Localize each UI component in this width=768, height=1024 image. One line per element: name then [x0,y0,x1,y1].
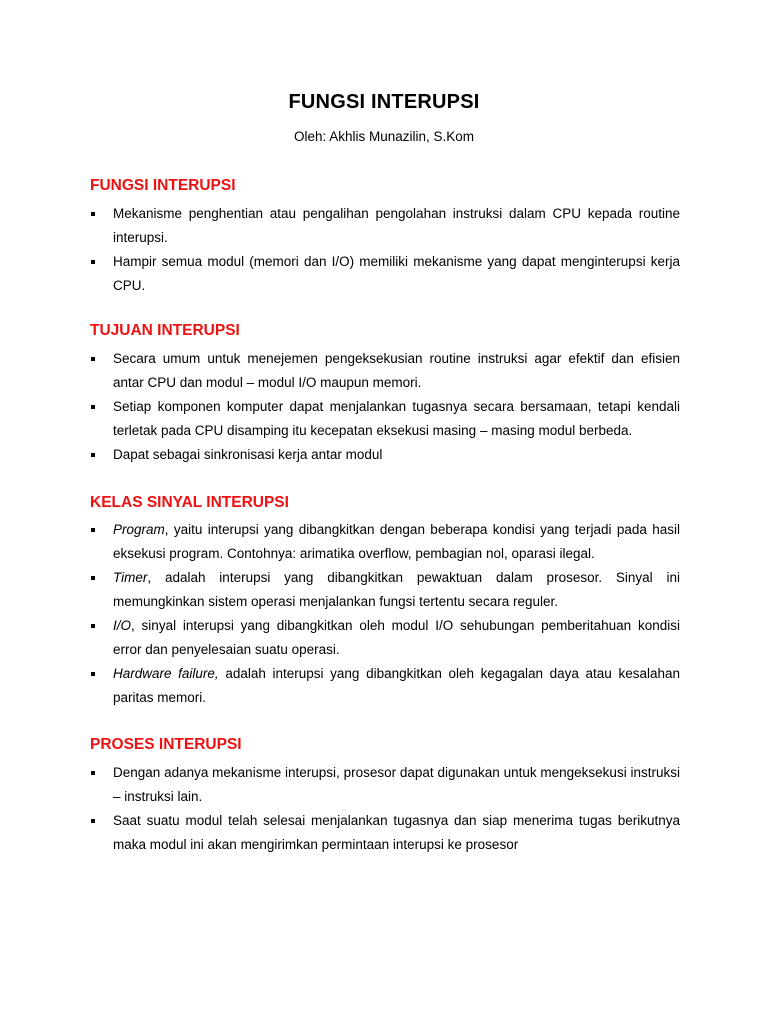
section-list-kelas [90,518,680,710]
list-item [90,809,680,857]
list-item [90,443,680,467]
section-heading-tujuan: TUJUAN INTERUPSI [90,322,240,339]
section-heading-proses: PROSES INTERUPSI [90,736,242,753]
square-bullet-icon [91,212,95,216]
square-bullet-icon [91,672,95,676]
item-text: Mekanisme penghentian atau pengalihan pengolahan instruksi dalam CPU kepada routine interupsi. [113,206,680,245]
list-item [90,347,680,395]
item-text: Hampir semua modul (memori dan I/O) memiliki mekanisme yang dapat menginterupsi kerja CPU. [113,254,680,293]
item-text: , adalah interupsi yang dibangkitkan pewaktuan dalam prosesor. Sinyal ini memungkinkan sistem operasi menjalankan fungsi tertentu secara reguler. [113,570,680,609]
square-bullet-icon [91,453,95,457]
item-text: , yaitu interupsi yang dibangkitkan dengan beberapa kondisi yang terjadi pada hasil eksekusi program. Contohnya: arimatika overflow, pembagian nol, oparasi ilegal. [113,522,680,561]
square-bullet-icon [91,357,95,361]
square-bullet-icon [91,624,95,628]
item-text: adalah interupsi yang dibangkitkan oleh kegagalan daya atau kesalahan paritas memori. [113,666,680,705]
list-item [90,395,680,443]
section-list-proses [90,761,680,857]
document-title: FUNGSI INTERUPSI [288,91,480,113]
square-bullet-icon [91,260,95,264]
square-bullet-icon [91,819,95,823]
item-text: Secara umum untuk menejemen pengeksekusian routine instruksi agar efektif dan efisien antar CPU dan modul – modul I/O maupun memori. [113,351,680,390]
item-text: Dengan adanya mekanisme interupsi, prosesor dapat digunakan untuk mengeksekusi instruksi – instruksi lain. [113,765,680,804]
list-item [90,761,680,809]
square-bullet-icon [91,771,95,775]
item-text: Setiap komponen komputer dapat menjalankan tugasnya secara bersamaan, tetapi kendali terletak pada CPU disamping itu kecepatan eksekusi masing – masing modul berbeda. [113,399,680,438]
item-text: , sinyal interupsi yang dibangkitkan oleh modul I/O sehubungan pemberitahuan kondisi error dan penyelesaian suatu operasi. [113,618,680,657]
square-bullet-icon [91,576,95,580]
item-text: Dapat sebagai sinkronisasi kerja antar modul [113,447,383,462]
item-text: Saat suatu modul telah selesai menjalankan tugasnya dan siap menerima tugas berikutnya maka modul ini akan mengirimkan permintaan interupsi ke prosesor [113,813,680,852]
section-list-tujuan [90,347,680,467]
square-bullet-icon [91,528,95,532]
item-term: Program [113,522,165,537]
square-bullet-icon [91,405,95,409]
section-heading-fungsi: FUNGSI INTERUPSI [90,177,236,194]
list-item [90,202,680,250]
section-list-fungsi [90,202,680,298]
item-term: Hardware failure, [113,666,219,681]
section-heading-kelas: KELAS SINYAL INTERUPSI [90,494,289,511]
item-term: Timer [113,570,148,585]
list-item [90,662,680,710]
list-item [90,250,680,298]
list-item [90,566,680,614]
item-term: I/O [113,618,132,633]
list-item [90,518,680,566]
document-author: Oleh: Akhlis Munazilin, S.Kom [293,129,475,144]
list-item [90,614,680,662]
